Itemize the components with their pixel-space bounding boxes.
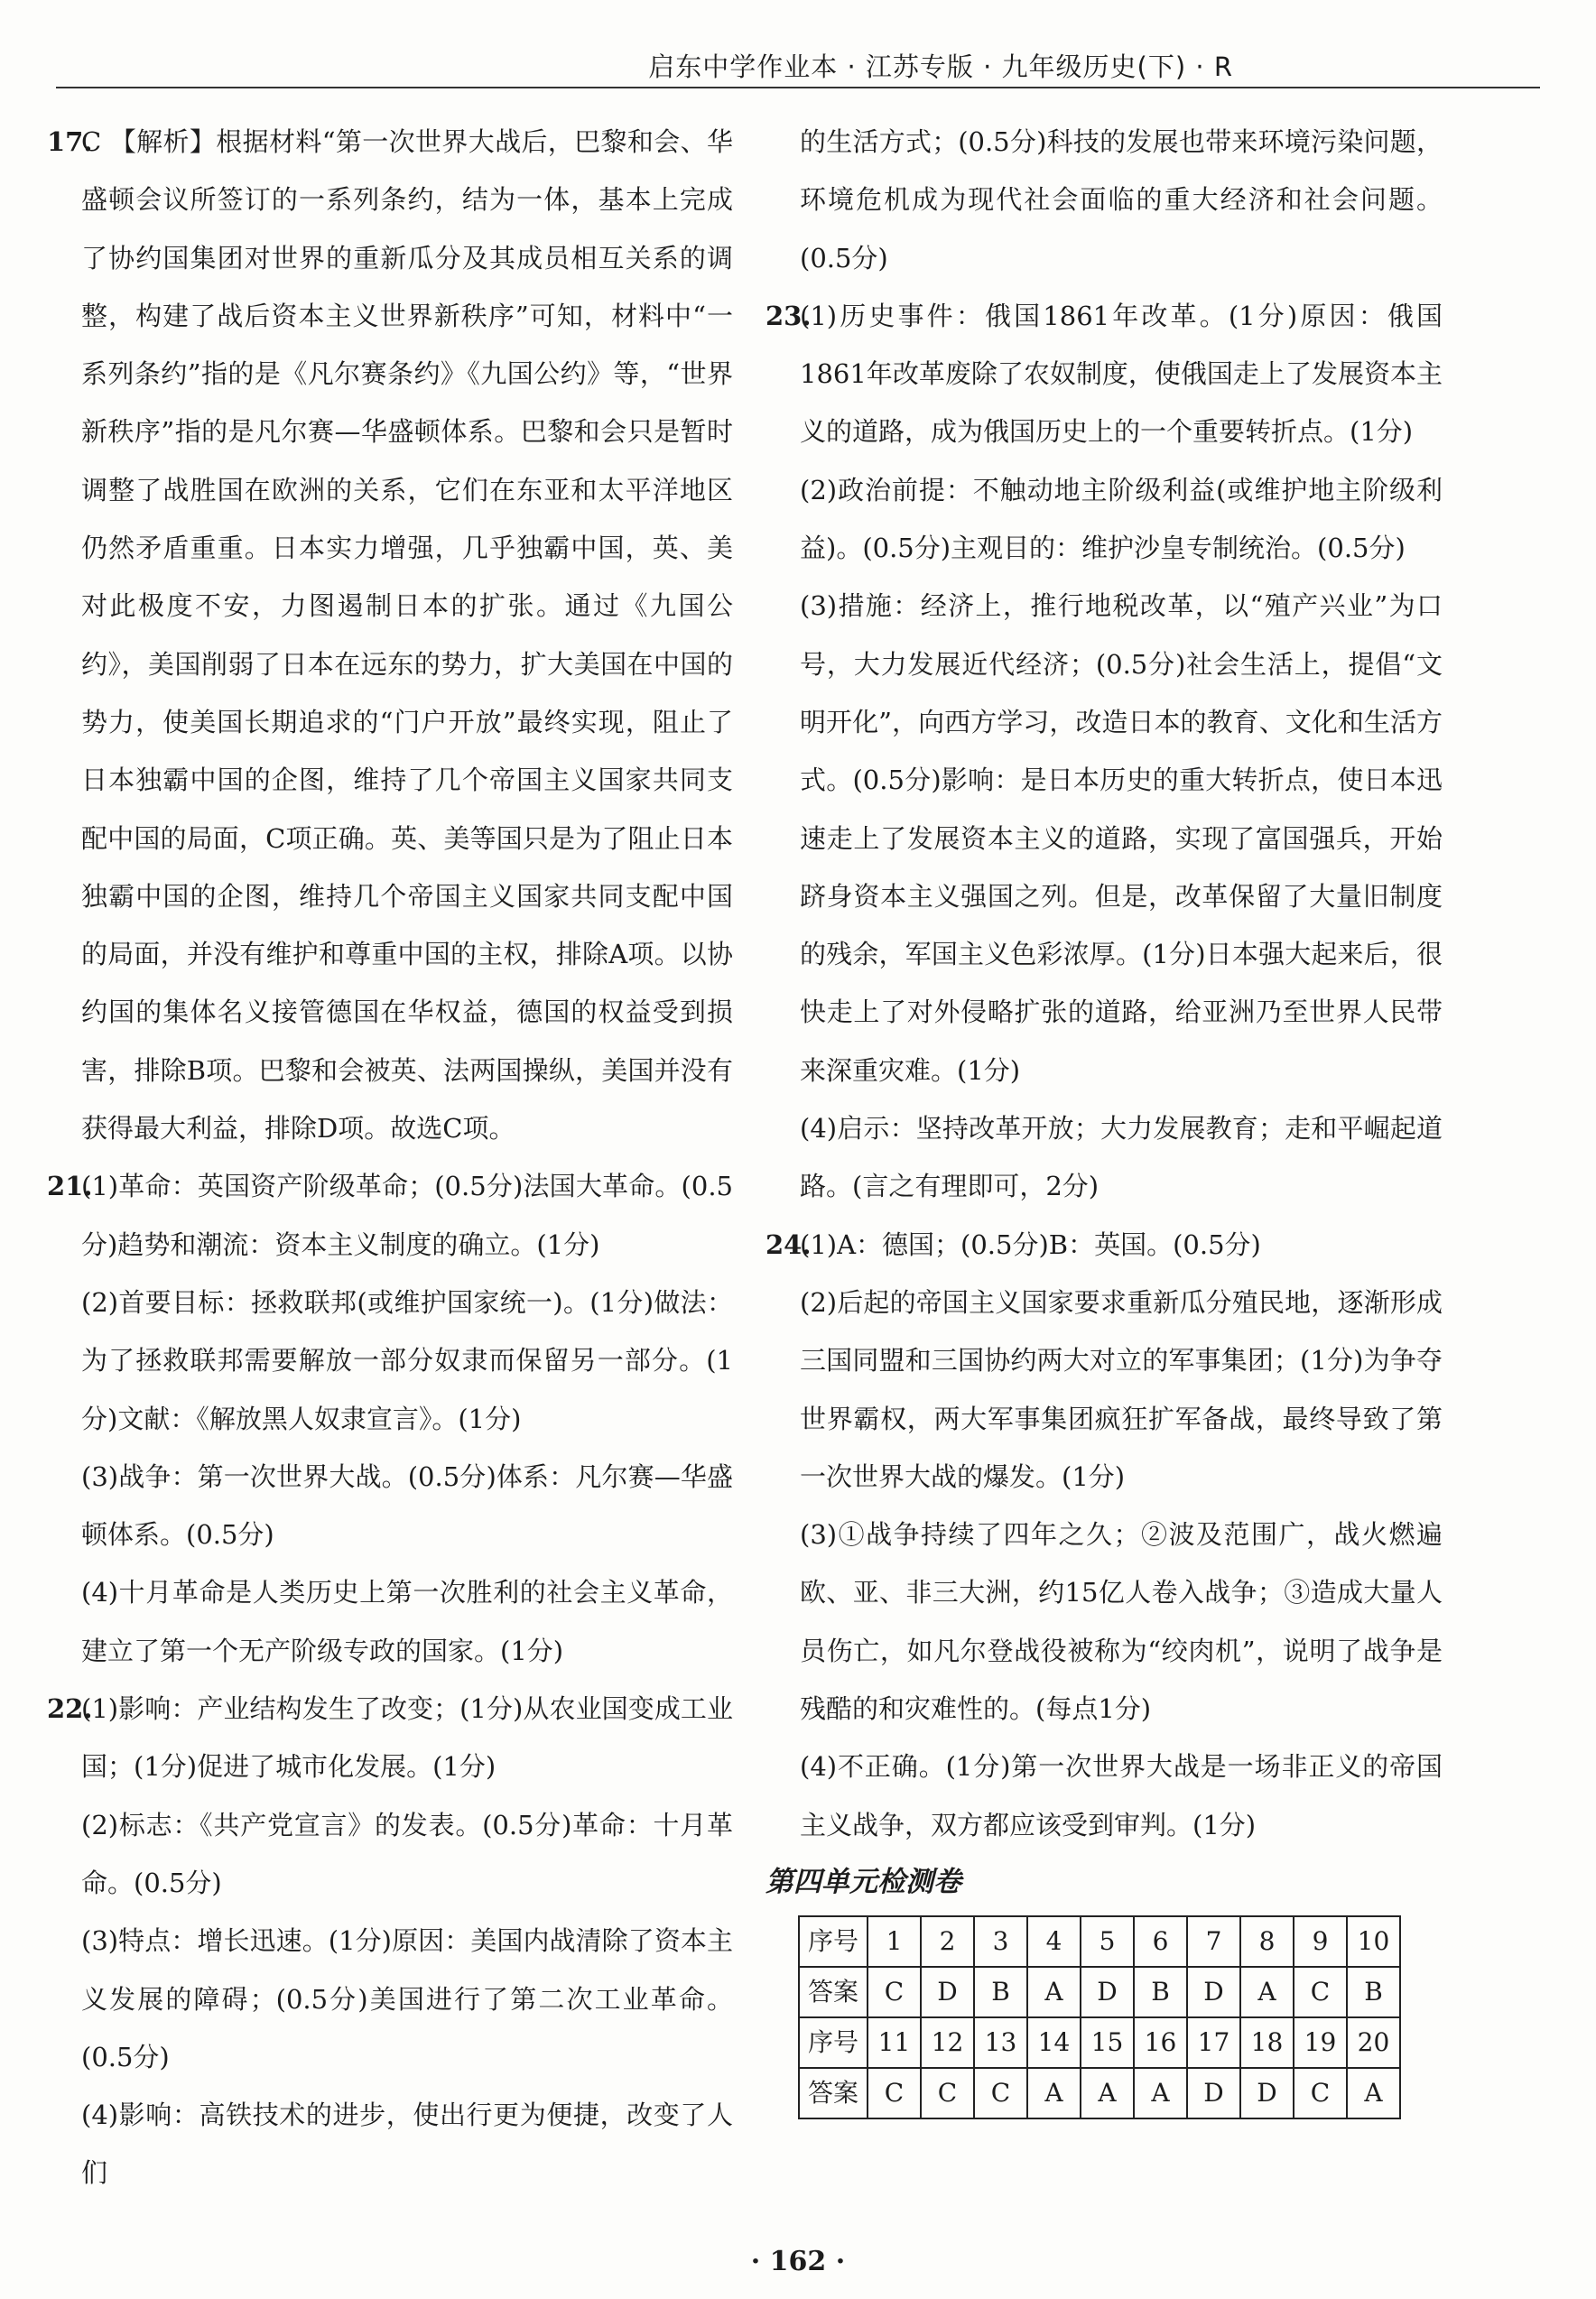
answer-part: (3)特点：增长迅速。(1分)原因：美国内战清除了资本主义发展的障碍；(0.5分)美国进行了第二次工业革命。(0.5分) — [81, 1925, 733, 2072]
question-number: 22. — [47, 1693, 93, 1725]
answer-part: (2)首要目标：拯救联邦(或维护国家统一)。(1分)做法：为了拯救联邦需要解放一部分奴隶而保留另一部分。(1分)文献：《解放黑人奴隶宣言》。(1分) — [81, 1286, 733, 1434]
table-cell: A — [1347, 2068, 1400, 2118]
answer-part: (1)革命：英国资产阶级革命；(0.5分)法国大革命。(0.5分)趋势和潮流：资本主义制度的确立。(1分) — [81, 1171, 733, 1260]
answer-part: (3)①战争持续了四年之久；②波及范围广，战火燃遍欧、亚、非三大洲，约15亿人卷入战争；③造成大量人员伤亡，如凡尔登战役被称为“绞肉机”，说明了战争是残酷的和灾难性的。(每点1分) — [800, 1519, 1443, 1725]
question-22 — [47, 1680, 733, 2202]
question-21 — [47, 1157, 733, 1680]
table-cell: C — [921, 2068, 974, 2118]
answer-part: (1)历史事件：俄国1861年改革。(1分)原因：俄国1861年改革废除了农奴制度，使俄国走上了发展资本主义的道路，成为俄国历史上的一个重要转折点。(1分) — [800, 300, 1443, 448]
table-cell: 18 — [1240, 2017, 1294, 2068]
table-cell: 17 — [1187, 2017, 1240, 2068]
answer-part: 的生活方式；(0.5分)科技的发展也带来环境污染问题，环境危机成为现代社会面临的重大经济和社会问题。(0.5分) — [800, 126, 1443, 273]
question-number: 17. — [47, 126, 93, 157]
table-cell: B — [1347, 1967, 1400, 2017]
table-cell: A — [1027, 2068, 1081, 2118]
page-header — [56, 20, 1540, 88]
table-cell: 13 — [974, 2017, 1027, 2068]
answer-part: (4)影响：高铁技术的进步，使出行更为便捷，改变了人们 — [81, 2100, 733, 2189]
table-row — [799, 2068, 1400, 2118]
table-cell: C — [868, 1967, 921, 2017]
table-cell: C — [1294, 1967, 1347, 2017]
table-cell: 15 — [1081, 2017, 1134, 2068]
table-cell: D — [1187, 2068, 1240, 2118]
table-cell: C — [1294, 2068, 1347, 2118]
table-cell: 20 — [1347, 2017, 1400, 2068]
answer-part: (4)十月革命是人类历史上第一次胜利的社会主义革命，建立了第一个无产阶级专政的国家。(1分) — [81, 1577, 733, 1666]
table-cell: C — [868, 2068, 921, 2118]
question-number: 23. — [766, 300, 812, 331]
table-cell: 1 — [868, 1916, 921, 1967]
answer-part: (2)政治前提：不触动地主阶级利益(或维护地主阶级利益)。(0.5分)主观目的：维护沙皇专制统治。(0.5分) — [800, 474, 1443, 564]
table-cell: 16 — [1134, 2017, 1187, 2068]
table-cell: 7 — [1187, 1916, 1240, 1967]
table-cell: 3 — [974, 1916, 1027, 1967]
table-cell: 4 — [1027, 1916, 1081, 1967]
right-column — [766, 113, 1443, 2119]
answer-part: (2)后起的帝国主义国家要求重新瓜分殖民地，逐渐形成三国同盟和三国协约两大对立的军事集团；(1分)为争夺世界霸权，两大军事集团疯狂扩军备战，最终导致了第一次世界大战的爆发。(1分) — [800, 1286, 1443, 1492]
row-label: 答案 — [799, 1967, 868, 2017]
table-cell: 11 — [868, 2017, 921, 2068]
row-label: 序号 — [799, 1916, 868, 1967]
table-cell: 2 — [921, 1916, 974, 1967]
answer-part: (1)影响：产业结构发生了改变；(1分)从农业国变成工业国；(1分)促进了城市化发展。(1分) — [81, 1693, 733, 1783]
answer-part: (1)A：德国；(0.5分)B：英国。(0.5分) — [800, 1228, 1261, 1260]
left-column — [47, 113, 733, 2202]
table-row — [799, 2017, 1400, 2068]
table-cell: 12 — [921, 2017, 974, 2068]
answer-part: (4)不正确。(1分)第一次世界大战是一场非正义的帝国主义战争，双方都应该受到审判。(1分) — [800, 1751, 1443, 1840]
answer-part: (3)措施：经济上，推行地税改革，以“殖产兴业”为口号，大力发展近代经济；(0.5分)社会生活上，提倡“文明开化”，向西方学习，改造日本的教育、文化和生活方式。(0.5分)影响：是日本历史的重大转折点，使日本迅速走上了发展资本主义的道路，实现了富国强兵，开始跻身资本主义强国之列。但是，改革保留了大量旧制度的残余，军国主义色彩浓厚。(1分)日本强大起来后，很快走上了对外侵略扩张的道路，给亚洲乃至世界人民带来深重灾难。(1分) — [800, 590, 1443, 1086]
table-cell: C — [974, 2068, 1027, 2118]
table-cell: A — [1240, 1967, 1294, 2017]
question-number: 21. — [47, 1171, 93, 1202]
question-17 — [47, 113, 733, 1157]
table-cell: 19 — [1294, 2017, 1347, 2068]
table-cell: 5 — [1081, 1916, 1134, 1967]
section-title: 第四单元检测卷 — [766, 1865, 961, 1898]
answer-part: (4)启示：坚持改革开放；大力发展教育；走和平崛起道路。(言之有理即可，2分) — [800, 1113, 1443, 1202]
answer-text: C 【解析】根据材料“第一次世界大战后，巴黎和会、华盛顿会议所签订的一系列条约，结为一体，基本上完成了协约国集团对世界的重新瓜分及其成员相互关系的调整，构建了战后资本主义世界新秩序”可知，材料中“一系列条约”指的是《凡尔赛条约》《九国公约》等，“世界新秩序”指的是凡尔赛—华盛顿体系。巴黎和会只是暂时调整了战胜国在欧洲的关系，它们在东亚和太平洋地区仍然矛盾重重。日本实力增强，几乎独霸中国，英、美对此极度不安，力图遏制日本的扩张。通过《九国公约》，美国削弱了日本在远东的势力，扩大美国在中国的势力，使美国长期追求的“门户开放”最终实现，阻止了日本独霸中国的企图，维持了几个帝国主义国家共同支配中国的局面，C项正确。英、美等国只是为了阻止日本独霸中国的企图，维持几个帝国主义国家共同支配中国的局面，并没有维护和尊重中国的主权，排除A项。以协约国的集体名义接管德国在华权益，德国的权益受到损害，排除B项。巴黎和会被英、法两国操纵，美国并没有获得最大利益，排除D项。故选C项。 — [81, 126, 733, 1145]
row-label: 答案 — [799, 2068, 868, 2118]
table-cell: A — [1081, 2068, 1134, 2118]
question-24 — [766, 1216, 1443, 1854]
table-cell: 8 — [1240, 1916, 1294, 1967]
answer-part: (3)战争：第一次世界大战。(0.5分)体系：凡尔赛—华盛顿体系。(0.5分) — [81, 1460, 733, 1551]
table-cell: D — [921, 1967, 974, 2017]
row-label: 序号 — [799, 2017, 868, 2068]
table-cell: A — [1027, 1967, 1081, 2017]
question-number: 24. — [766, 1228, 812, 1260]
question-22-continued — [766, 113, 1443, 287]
table-cell: A — [1134, 2068, 1187, 2118]
table-cell: 6 — [1134, 1916, 1187, 1967]
table-cell: B — [974, 1967, 1027, 2017]
table-row — [799, 1967, 1400, 2017]
table-cell: 14 — [1027, 2017, 1081, 2068]
table-cell: D — [1187, 1967, 1240, 2017]
table-cell: D — [1081, 1967, 1134, 2017]
table-cell: D — [1240, 2068, 1294, 2118]
table-cell: B — [1134, 1967, 1187, 2017]
table-row — [799, 1916, 1400, 1967]
header-title: 启东中学作业本 · 江苏专版 · 九年级历史(下) · R — [648, 51, 1233, 82]
answer-table — [798, 1915, 1401, 2119]
question-23 — [766, 287, 1443, 1216]
table-cell: 10 — [1347, 1916, 1400, 1967]
table-cell: 9 — [1294, 1916, 1347, 1967]
page-number: · 162 · — [750, 2246, 846, 2277]
answer-part: (2)标志：《共产党宣言》的发表。(0.5分)革命：十月革命。(0.5分) — [81, 1809, 733, 1898]
